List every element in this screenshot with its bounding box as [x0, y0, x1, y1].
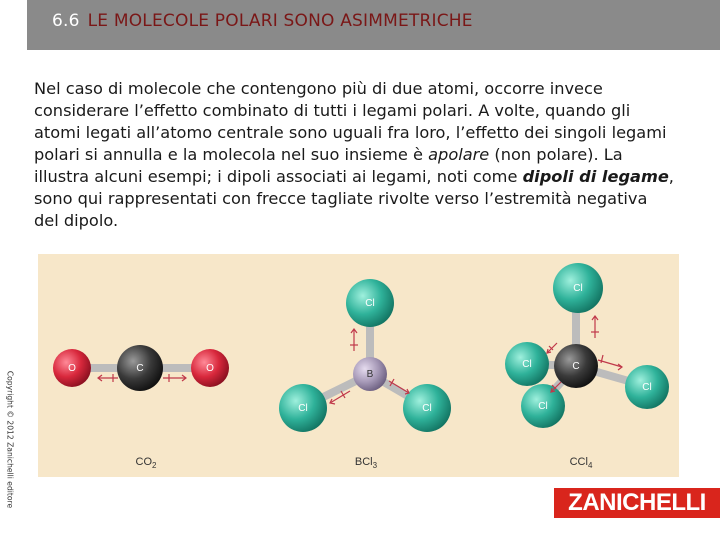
atom-label-o-left: O — [68, 363, 76, 374]
atom-label-cl-right: Cl — [422, 403, 432, 414]
molecule-name-bcl3: BCl$_3$ — [354, 456, 378, 470]
slide-title — [52, 11, 473, 31]
atom-label-ccl4-cl-right: Cl — [642, 382, 652, 393]
atom-label-cl-left: Cl — [298, 403, 308, 414]
atom-label-ccl4-c: C — [572, 361, 580, 372]
atom-label-ccl4-cl-left: Cl — [522, 359, 532, 370]
section-number: 6.6 — [52, 11, 80, 31]
atom-label-ccl4-cl-front: Cl — [538, 401, 548, 412]
term-dipoli-di-legame: dipoli di legame — [522, 167, 669, 186]
paragraph-part-1: Nel caso di molecole che contengono più di due atomi, occorre invece considerare l’effetto combinato di tutti i legami polari. A volte, quando gli atomi legati all’atomo centrale sono uguali fra loro, l’effetto dei singoli legami polari si annulla e la molecola nel suo insieme è — [34, 79, 667, 164]
section-title: LE MOLECOLE POLARI SONO ASIMMETRICHE — [87, 11, 473, 31]
zanichelli-logo: ZANICHELLI — [554, 488, 720, 518]
copyright-notice: Copyright © 2012 Zanichelli editore — [5, 370, 15, 509]
paragraph-part-2: (non polare). La illustra alcuni esempi; i dipoli associati ai legami, noti come — [34, 145, 623, 186]
body-paragraph — [34, 78, 674, 232]
molecule-figure — [38, 254, 679, 477]
paragraph-part-3: , sono qui rappresentati con frecce tagliate rivolte verso l’estremità negativa del dipolo. — [34, 167, 674, 230]
molecule-name-co2: $CO_2$ — [135, 456, 157, 470]
slide-header — [0, 0, 720, 50]
atom-label-c: C — [136, 363, 144, 374]
molecule-name-ccl4: CCl$_4$ — [569, 456, 593, 470]
atom-label-cl-top: Cl — [365, 298, 375, 309]
atom-label-o-right: O — [206, 363, 214, 374]
atom-label-ccl4-cl-top: Cl — [573, 283, 583, 294]
atom-label-b: B — [366, 369, 374, 380]
term-apolare: apolare — [428, 145, 490, 164]
